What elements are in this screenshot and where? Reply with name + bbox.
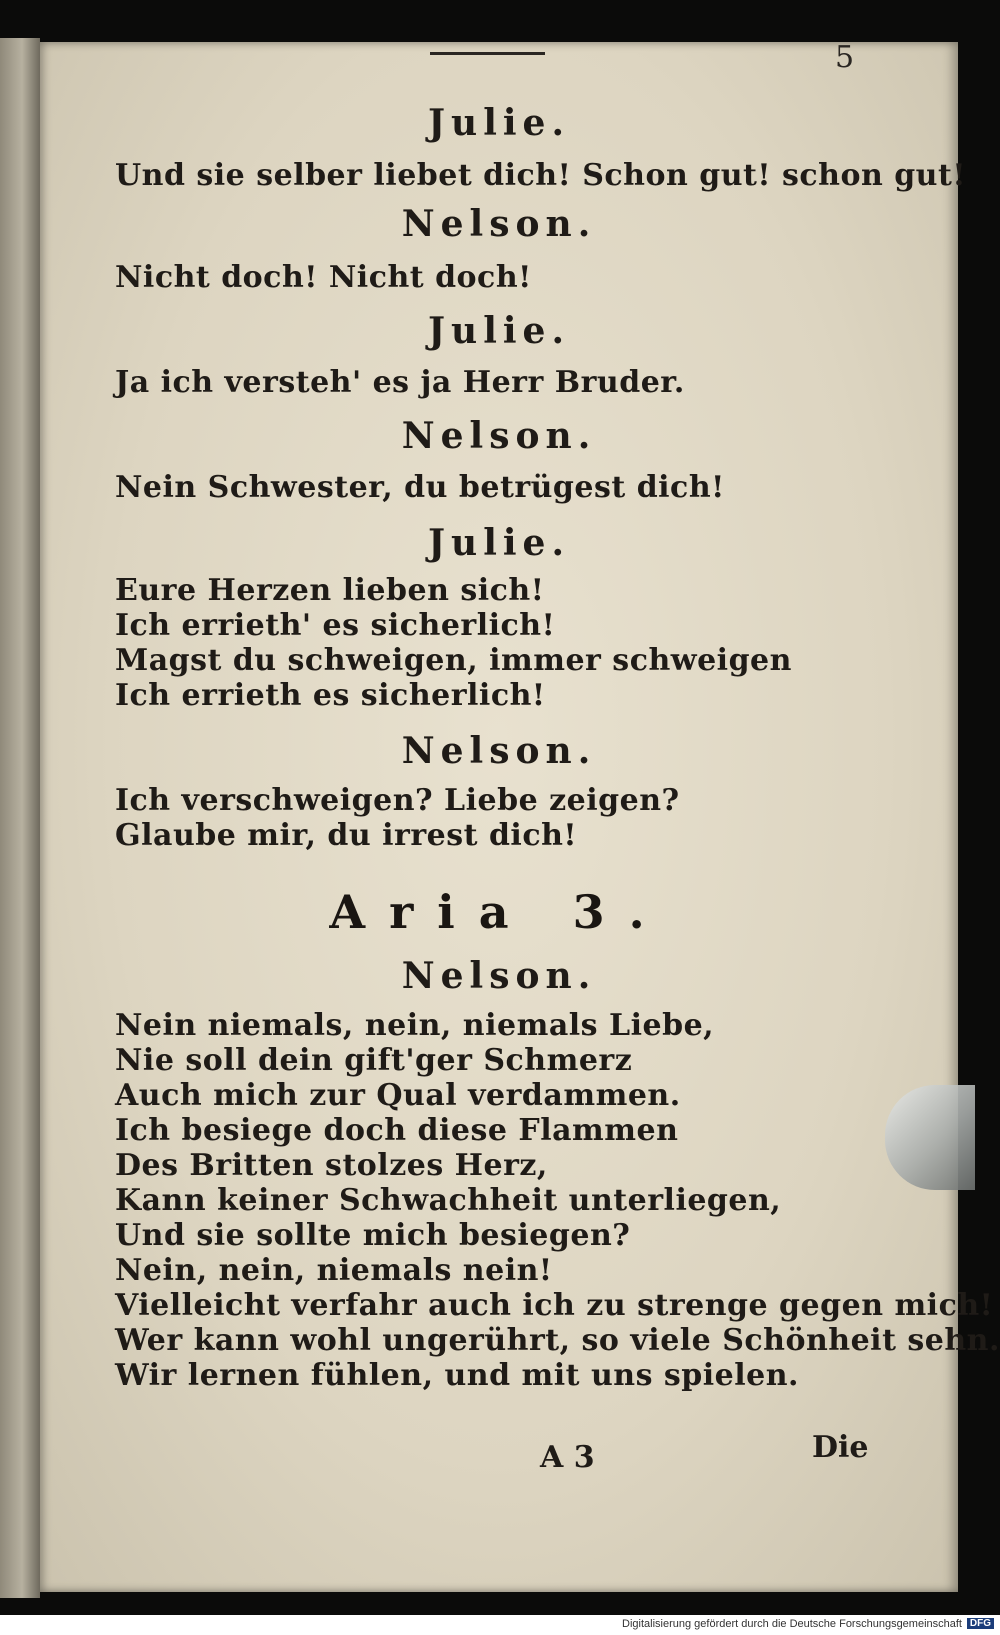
- text-line: Auch mich zur Qual verdammen.: [115, 1078, 681, 1113]
- text-line: Nein, nein, niemals nein!: [115, 1253, 553, 1288]
- text-line: Ich errieth es sicherlich!: [115, 678, 546, 713]
- speaker-heading: Julie.: [428, 310, 570, 352]
- text-line: Vielleicht verfahr auch ich zu strenge gegen mich!: [115, 1288, 994, 1323]
- speaker-heading: Nelson.: [401, 955, 597, 997]
- left-page-edge: [0, 38, 40, 1598]
- catchword: Die: [812, 1430, 869, 1465]
- text-line: Magst du schweigen, immer schweigen: [115, 643, 792, 678]
- text-line: Ich errieth' es sicherlich!: [115, 608, 556, 643]
- speaker-heading: Nelson.: [401, 730, 597, 772]
- text-line: Glaube mir, du irrest dich!: [115, 818, 578, 853]
- text-line: Und sie selber liebet dich! Schon gut! schon gut!: [115, 158, 967, 193]
- text-line: Ich besiege doch diese Flammen: [115, 1113, 679, 1148]
- text-line: Nicht doch! Nicht doch!: [115, 260, 532, 295]
- speaker-heading: Nelson.: [401, 203, 597, 245]
- dfg-logo: DFG: [967, 1618, 994, 1629]
- text-line: Wer kann wohl ungerührt, so viele Schönheit sehn.: [115, 1323, 1000, 1358]
- header-rule: [430, 52, 545, 55]
- text-line: Eure Herzen lieben sich!: [115, 573, 545, 608]
- text-line: Ich verschweigen? Liebe zeigen?: [115, 783, 680, 818]
- speaker-heading: Julie.: [428, 102, 570, 144]
- page-number: 5: [835, 40, 855, 75]
- page-clip: [885, 1085, 975, 1190]
- text-line: Wir lernen fühlen, und mit uns spielen.: [115, 1358, 799, 1393]
- text-line: Des Britten stolzes Herz,: [115, 1148, 548, 1183]
- text-line: Nein niemals, nein, niemals Liebe,: [115, 1008, 715, 1043]
- text-line: Ja ich versteh' es ja Herr Bruder.: [115, 365, 685, 400]
- text-line: Kann keiner Schwachheit unterliegen,: [115, 1183, 782, 1218]
- speaker-heading: Nelson.: [401, 415, 597, 457]
- speaker-heading: Julie.: [428, 522, 570, 564]
- text-line: Nie soll dein gift'ger Schmerz: [115, 1043, 633, 1078]
- signature-mark: A 3: [540, 1440, 595, 1475]
- text-line: Nein Schwester, du betrügest dich!: [115, 470, 725, 505]
- footer-credit: Digitalisierung gefördert durch die Deutsche Forschungsgemeinschaft: [622, 1618, 962, 1630]
- text-line: Und sie sollte mich besiegen?: [115, 1218, 631, 1253]
- aria-title: Aria 3.: [329, 885, 669, 939]
